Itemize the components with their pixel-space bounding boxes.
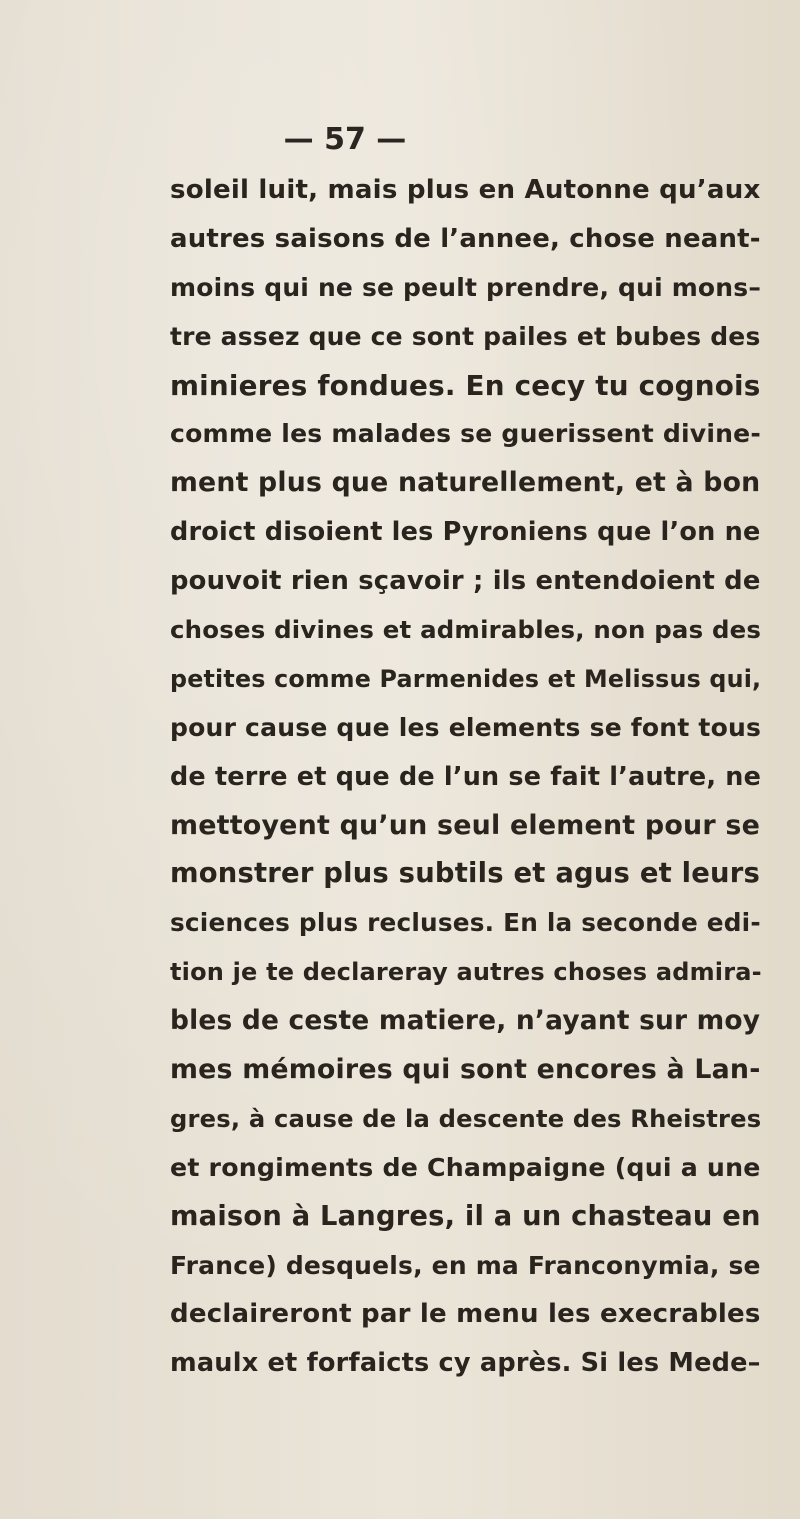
text-line: monstrer plus subtils et agus et leurs	[170, 858, 760, 890]
text-line: mes mémoires qui sont encores à Lan-	[170, 1054, 761, 1086]
text-line: moins qui ne se peult prendre, qui mons–	[170, 272, 762, 302]
text-line: choses divines et admirables, non pas des	[170, 615, 762, 645]
text-line: tion je te declareray autres choses admira-	[170, 958, 762, 987]
text-line: sciences plus recluses. En la seconde edi-	[170, 908, 761, 938]
text-line: soleil luit, mais plus en Autonne qu’aux	[170, 175, 761, 205]
page-number: — 57 —	[283, 122, 407, 157]
text-line: mettoyent qu’un seul element pour se	[170, 809, 761, 841]
text-line: bles de ceste matiere, n’ayant sur moy	[170, 1005, 761, 1037]
text-line: maulx et forfaicts cy après. Si les Mede–	[170, 1348, 761, 1379]
text-line: petites comme Parmenides et Melissus qui,	[170, 664, 762, 693]
text-line: autres saisons de l’annee, chose neant-	[170, 223, 761, 254]
text-line: et rongiments de Champaigne (qui a une	[170, 1152, 761, 1182]
text-line: pour cause que les elements se font tous	[170, 712, 762, 742]
body-text	[170, 166, 760, 1388]
text-line: de terre et que de l’un se fait l’autre, ne	[170, 761, 762, 792]
text-line: comme les malades se guerissent divine-	[170, 419, 761, 449]
text-line: France) desquels, en ma Franconymia, se	[170, 1250, 761, 1280]
text-line: declaireront par le menu les execrables	[170, 1299, 761, 1330]
text-line: minieres fondues. En cecy tu cognois	[170, 368, 761, 402]
text-line: ment plus que naturellement, et à bon	[170, 467, 761, 499]
text-line: droict disoient les Pyroniens que l’on ne	[170, 517, 761, 548]
text-line: tre assez que ce sont pailes et bubes des	[170, 321, 761, 351]
text-line: gres, à cause de la descente des Rheistres	[170, 1104, 762, 1133]
text-line: pouvoit rien sçavoir ; ils entendoient de	[170, 566, 761, 597]
text-line: maison à Langres, il a un chasteau en	[170, 1200, 761, 1232]
